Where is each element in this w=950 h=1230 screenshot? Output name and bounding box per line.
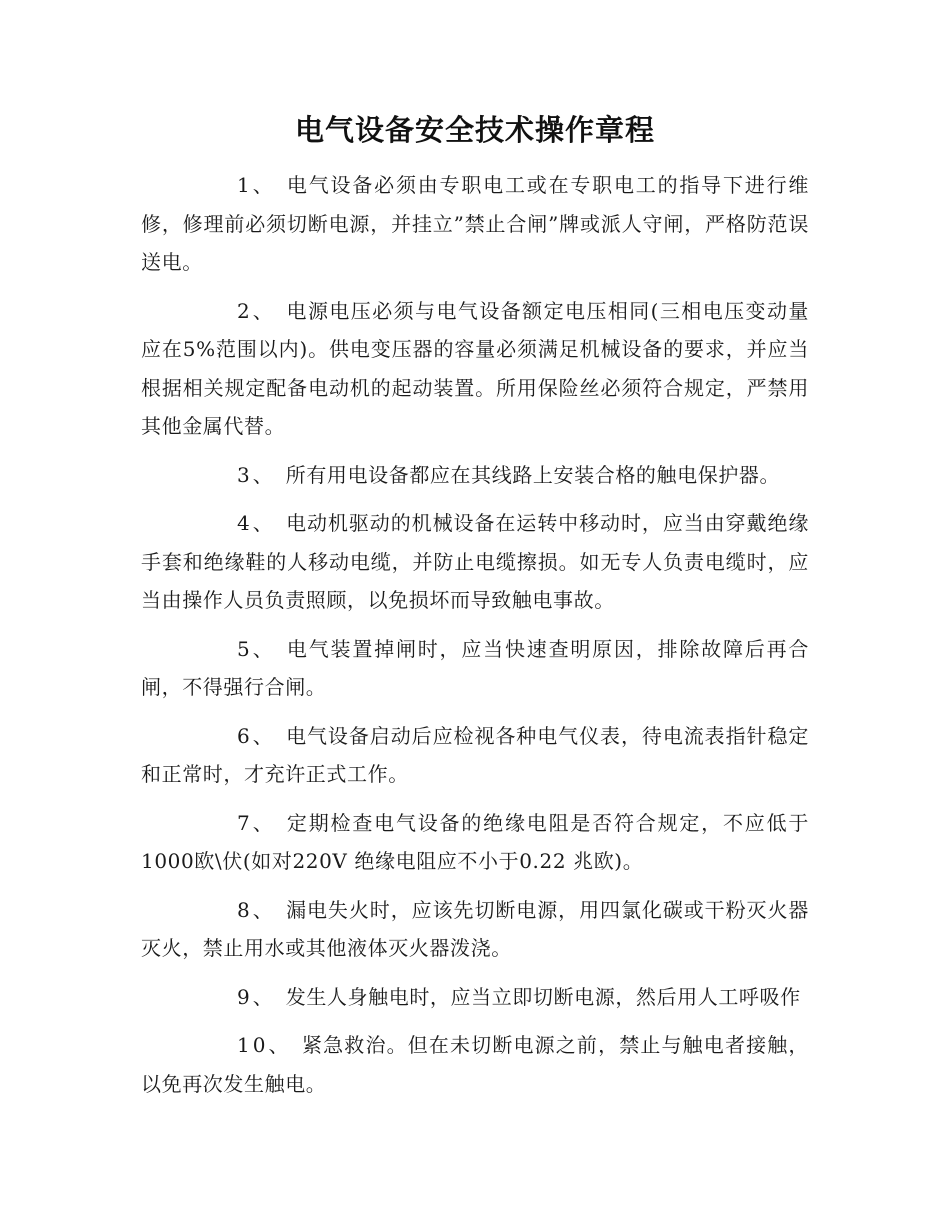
clause-number: 1、 <box>237 173 276 197</box>
clause-text: 电气设备启动后应检视各种电气仪表，待电流表指针稳定和正常时，才充许正式工作。 <box>141 723 809 786</box>
clause-number: 9、 <box>237 984 276 1009</box>
clause-5 <box>141 630 809 707</box>
clause-number: 3、 <box>237 462 276 487</box>
clause-number: 5、 <box>237 636 276 661</box>
clause-4 <box>141 504 809 620</box>
clause-text: 发生人身触电时，应当立即切断电源，然后用人工呼吸作 <box>285 984 801 1009</box>
clause-text: 紧急救治。但在未切断电源之前，禁止与触电者接触，以免再次发生触电。 <box>141 1033 809 1096</box>
clause-list <box>141 166 809 1113</box>
clause-3 <box>141 456 809 495</box>
clause-9 <box>141 978 809 1017</box>
clause-number: 6、 <box>237 723 276 748</box>
clause-text: 所有用电设备都应在其线路上安装合格的触电保护器。 <box>285 462 781 487</box>
clause-1 <box>141 166 809 282</box>
clause-number: 7、 <box>237 810 276 835</box>
clause-text: 定期检查电气设备的绝缘电阻是否符合规定，不应低于1000欧\伏(如对220V 绝缘电阻应不小于0.22 兆欧)。 <box>141 810 809 873</box>
clause-text: 电动机驱动的机械设备在运转中移动时，应当由穿戴绝缘手套和绝缘鞋的人移动电缆，并防止电缆擦损。如无专人负责电缆时，应当由操作人员负责照顾，以免损坏而导致触电事故。 <box>141 511 809 612</box>
clause-number: 4、 <box>237 511 276 535</box>
clause-8 <box>141 891 809 968</box>
clause-text: 电气装置掉闸时，应当快速查明原因，排除故障后再合闸，不得强行合闸。 <box>141 636 809 699</box>
clause-text: 漏电失火时，应该先切断电源，用四氯化碳或干粉灭火器灭火，禁止用水或其他液体灭火器泼浇。 <box>141 897 809 960</box>
clause-2 <box>141 292 809 446</box>
clause-6 <box>141 717 809 794</box>
clause-number: 10、 <box>237 1033 292 1057</box>
clause-number: 2、 <box>237 298 276 323</box>
clause-number: 8、 <box>237 897 276 922</box>
document-title: 电气设备安全技术操作章程 <box>294 113 655 147</box>
clause-10 <box>141 1026 809 1103</box>
clause-text: 电气设备必须由专职电工或在专职电工的指导下进行维修，修理前必须切断电源，并挂立”禁止合闸”牌或派人守闸，严格防范误送电。 <box>141 173 809 274</box>
clause-text: 电源电压必须与电气设备额定电压相同(三相电压变动量应在5%范围以内)。供电变压器的容量必须满足机械设备的要求，并应当根据相关规定配备电动机的起动装置。所用保险丝必须符合规定，严禁用其他金属代替。 <box>141 298 809 438</box>
clause-7 <box>141 804 809 881</box>
